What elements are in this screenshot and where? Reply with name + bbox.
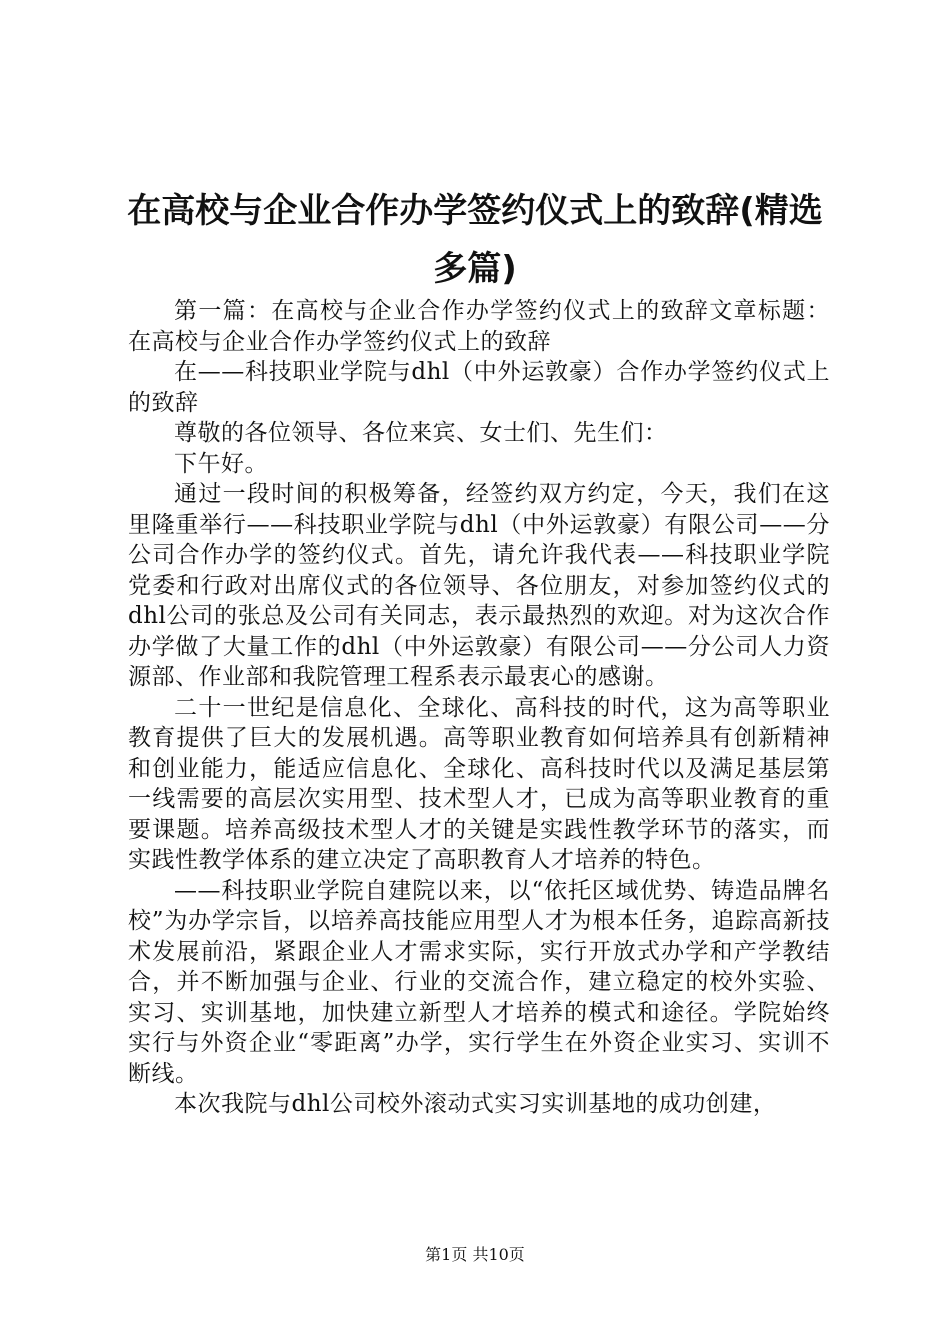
paragraph: 在——科技职业学院与dhl（中外运敦豪）合作办学签约仪式上的致辞 [128,359,830,416]
paragraph: 第一篇：在高校与企业合作办学签约仪式上的致辞文章标题：在高校与企业合作办学签约仪式上的致辞 [128,298,830,355]
document-title: 在高校与企业合作办学签约仪式上的致辞(精选多篇) [127,191,823,289]
paragraph: 本次我院与dhl公司校外滚动式实习实训基地的成功创建， [174,1091,777,1117]
paragraph: 二十一世纪是信息化、全球化、高科技的时代，这为高等职业教育提供了巨大的发展机遇。高等职业教育如何培养具有创新精神和创业能力，能适应信息化、全球化、高科技时代以及满足基层第一线需要的高层次实用型、技术型人才，已成为高等职业教育的重要课题。培养高级技术型人才的关键是实践性教学环节的落实，而实践性教学体系的建立决定了高职教育人才培养的特色。 [128,694,830,873]
page-footer: 第1页 共10页 [425,1245,525,1264]
document-body [128,296,830,1120]
paragraph: 尊敬的各位领导、各位来宾、女士们、先生们： [174,420,668,446]
paragraph: ——科技职业学院自建院以来，以“依托区域优势、铸造品牌名校”为办学宗旨，以培养高技能应用型人才为根本任务，追踪高新技术发展前沿，紧跟企业人才需求实际，实行开放式办学和产学教结合，并不断加强与企业、行业的交流合作，建立稳定的校外实验、实习、实训基地，加快建立新型人才培养的模式和途径。学院始终实行与外资企业“零距离”办学，实行学生在外资企业实习、实训不断线。 [128,877,830,1087]
paragraph: 通过一段时间的积极筹备，经签约双方约定，今天，我们在这里隆重举行——科技职业学院与dhl（中外运敦豪）有限公司——分公司合作办学的签约仪式。首先，请允许我代表——科技职业学院党委和行政对出席仪式的各位领导、各位朋友，对参加签约仪式的dhl公司的张总及公司有关同志，表示最热烈的欢迎。对为这次合作办学做了大量工作的dhl（中外运敦豪）有限公司——分公司人力资源部、作业部和我院管理工程系表示最衷心的感谢。 [128,481,830,690]
paragraph: 下午好。 [174,450,268,477]
